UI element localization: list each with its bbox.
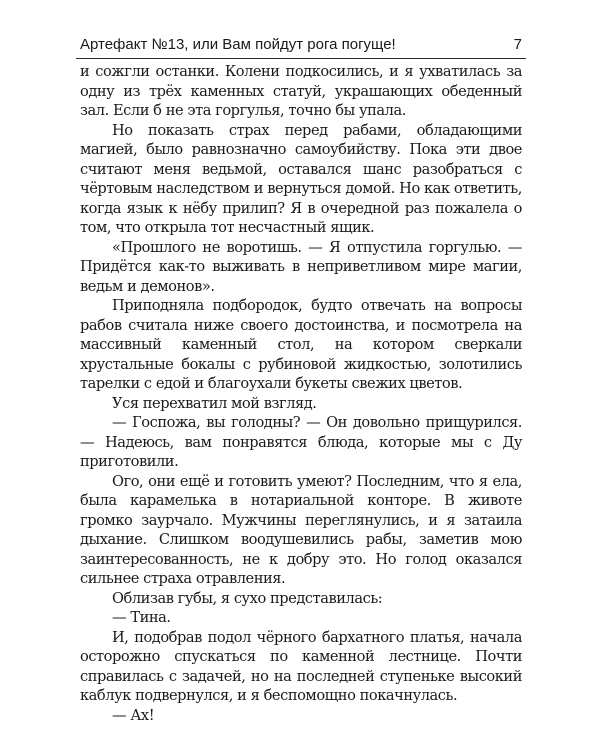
- paragraph-2: Но показать страх перед рабами, обладающими магией, было равнозначно самоубийству. Пока эти двое считают меня ведьмой, оставался шанс разобраться с чёртовым наследством и вернуться домой. Но как ответить, когда язык к нёбу прилип? Я в очередной раз пожалела о том, что открыла тот несчастный ящик.: [80, 121, 522, 236]
- paragraph-1: и сожгли останки. Колени подкосились, и я ухватилась за одну из трёх каменных статуй, украшающих обеденный зал. Если б не эта горгулья, точно бы упала.: [80, 63, 522, 119]
- paragraph-7: Ого, они ещё и готовить умеют? Последним, что я ела, была карамелька в нотариальной конторе. В животе громко заурчало. Мужчины переглянулись, и я затаила дыхание. Слишком воодушевились рабы, заметив мою заинтересованность, не к добру это. Но голод оказался сильнее страха отравления.: [80, 472, 522, 587]
- paragraph-11: — Ах!: [112, 706, 155, 724]
- paragraph-8: Облизав губы, я сухо представилась:: [112, 589, 383, 607]
- paragraph-5: Уся перехватил мой взгляд.: [112, 394, 317, 412]
- header-title: Артефакт №13, или Вам пойдут рога погуще!: [80, 36, 396, 53]
- running-header: [76, 32, 526, 59]
- paragraph-4: Приподняла подбородок, будто отвечать на вопросы рабов считала ниже своего достоинства, и посмотрела на массивный каменный стол, на котором сверкали хрустальные бокалы с рубиновой жидкостью, золотились тарелки с едой и благоухали букеты свежих цветов.: [80, 297, 522, 392]
- paragraph-6: — Госпожа, вы голодны? — Он довольно прищурился. — Надеюсь, вам понравятся блюда, которые мы с Ду приготовили.: [80, 414, 522, 470]
- paragraph-9: — Тина.: [112, 609, 171, 626]
- body-text: [80, 62, 522, 725]
- paragraph-3: «Прошлого не воротишь. — Я отпустила горгулью. — Придётся как-то выживать в неприветливом мире магии, ведьм и демонов».: [80, 238, 522, 295]
- paragraph-10: И, подобрав подол чёрного бархатного платья, начала осторожно спускаться по каменной лестнице. Почти справилась с задачей, но на последней ступеньке высокий каблук подвернулся, и я беспомощно покачнулась.: [80, 628, 522, 704]
- page-number: 7: [513, 36, 522, 53]
